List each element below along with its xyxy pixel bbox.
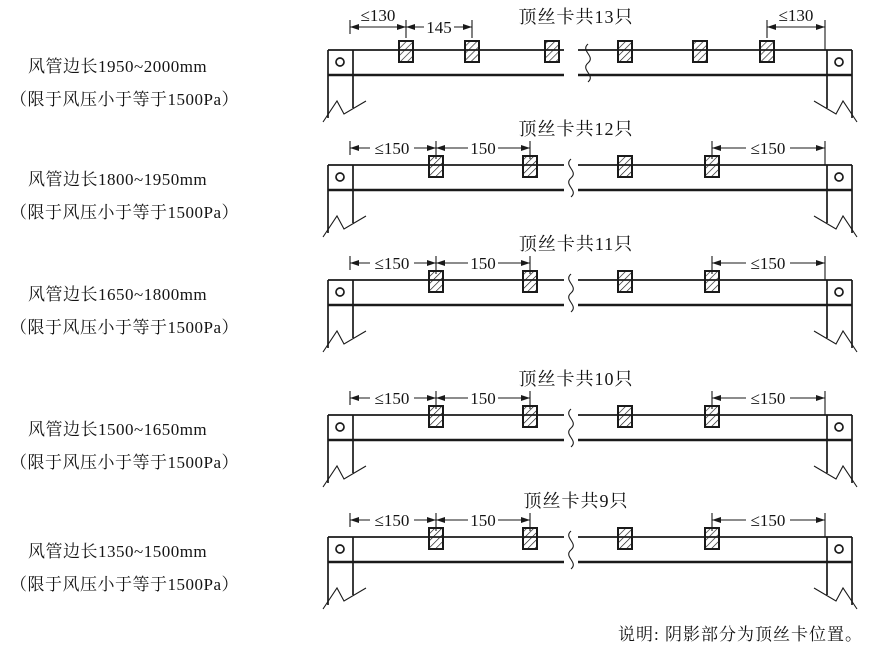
- dim-right-label: ≤130: [778, 6, 814, 25]
- dim-left-label: ≤150: [374, 389, 410, 408]
- duct-flange-left: [323, 50, 366, 122]
- screw-clip-mark: [760, 41, 774, 62]
- screw-clip-mark: [705, 528, 719, 549]
- duct-flange-left: [323, 415, 366, 487]
- dim-left-label: ≤150: [374, 511, 410, 530]
- screw-clip-mark: [523, 271, 537, 292]
- duct-flange-left: [323, 165, 366, 237]
- duct-size-label-1: [10, 50, 310, 116]
- duct-size-text: 风管边长1800~1950mm: [28, 170, 208, 189]
- screw-clip-mark: [705, 271, 719, 292]
- duct-bar: [328, 531, 852, 569]
- dim-spacing-label: 150: [470, 254, 496, 273]
- clip-count-title: 顶丝卡共11只: [518, 234, 634, 254]
- dim-spacing-label: 145: [426, 18, 452, 37]
- clip-count-title: 顶丝卡共10只: [518, 369, 634, 389]
- duct-size-label-3: [10, 278, 310, 344]
- break-mark: [814, 588, 857, 609]
- dim-right-label: ≤150: [750, 139, 786, 158]
- screw-clip-mark: [523, 528, 537, 549]
- pressure-limit-text: （限于风压小于等于1500Pa）: [10, 90, 239, 109]
- break-mark: [814, 466, 857, 487]
- break-symbol: [569, 274, 574, 312]
- duct-flange-right: [814, 165, 857, 237]
- clip-layout-diagram-2: [320, 115, 883, 245]
- clip-layout-diagram-3: [320, 230, 883, 360]
- pressure-limit-text: （限于风压小于等于1500Pa）: [10, 318, 239, 337]
- dim-left-label: ≤150: [374, 254, 410, 273]
- bolt-hole: [336, 288, 344, 296]
- break-mark: [814, 331, 857, 352]
- pressure-limit-text: （限于风压小于等于1500Pa）: [10, 203, 239, 222]
- bolt-hole: [336, 423, 344, 431]
- screw-clip-mark: [429, 156, 443, 177]
- duct-flange-right: [814, 537, 857, 609]
- screw-clip-mark: [545, 41, 559, 62]
- screw-clip-mark: [618, 406, 632, 427]
- screw-clip-mark: [523, 156, 537, 177]
- dimensions: [350, 389, 825, 415]
- bolt-hole: [336, 58, 344, 66]
- screw-clips: [429, 271, 719, 292]
- duct-bar: [328, 274, 852, 312]
- screw-clip-mark: [618, 156, 632, 177]
- duct-flange-left: [323, 280, 366, 352]
- duct-flange-right: [814, 280, 857, 352]
- screw-clip-mark: [693, 41, 707, 62]
- screw-clips: [429, 528, 719, 549]
- clip-layout-diagram-1: [320, 0, 883, 130]
- dim-right-label: ≤150: [750, 389, 786, 408]
- duct-flange-left: [323, 537, 366, 609]
- duct-clip-row-1: [0, 0, 883, 130]
- screw-clips: [429, 406, 719, 427]
- duct-size-text: 风管边长1650~1800mm: [28, 285, 208, 304]
- bolt-hole: [835, 423, 843, 431]
- bolt-hole: [336, 545, 344, 553]
- duct-size-label-4: [10, 413, 310, 479]
- screw-clip-mark: [705, 156, 719, 177]
- break-symbol: [569, 409, 574, 447]
- duct-size-text: 风管边长1950~2000mm: [28, 57, 208, 76]
- duct-flange-right: [814, 415, 857, 487]
- dim-left-label: ≤130: [360, 6, 396, 25]
- legend-note: 说明: 阴影部分为顶丝卡位置。: [618, 625, 863, 644]
- dim-left-label: ≤150: [374, 139, 410, 158]
- duct-clip-row-4: [0, 365, 883, 495]
- dim-right-label: ≤150: [750, 511, 786, 530]
- duct-clip-row-3: [0, 230, 883, 360]
- clip-count-title: 顶丝卡共12只: [518, 119, 634, 139]
- duct-size-text: 风管边长1500~1650mm: [28, 420, 208, 439]
- bolt-hole: [835, 58, 843, 66]
- screw-clips: [429, 156, 719, 177]
- dim-spacing-label: 150: [470, 389, 496, 408]
- clip-layout-diagram-4: [320, 365, 883, 495]
- bolt-hole: [336, 173, 344, 181]
- duct-size-text: 风管边长1350~1500mm: [28, 542, 208, 561]
- dim-right-label: ≤150: [750, 254, 786, 273]
- bolt-hole: [835, 173, 843, 181]
- screw-clip-mark: [618, 528, 632, 549]
- break-symbol: [569, 159, 574, 197]
- duct-bar: [328, 409, 852, 447]
- duct-flange-right: [814, 50, 857, 122]
- clip-count-title: 顶丝卡共9只: [523, 491, 629, 511]
- screw-clip-mark: [429, 271, 443, 292]
- screw-clip-mark: [705, 406, 719, 427]
- bolt-hole: [835, 288, 843, 296]
- clip-layout-diagram-5: [320, 487, 883, 617]
- duct-size-label-2: [10, 163, 310, 229]
- screw-clip-mark: [465, 41, 479, 62]
- break-mark: [323, 466, 366, 487]
- break-symbol: [569, 531, 574, 569]
- dim-spacing-label: 150: [470, 139, 496, 158]
- screw-clip-mark: [429, 406, 443, 427]
- pressure-limit-text: （限于风压小于等于1500Pa）: [10, 575, 239, 594]
- duct-clip-row-5: [0, 487, 883, 617]
- duct-clip-row-2: [0, 115, 883, 245]
- dimensions: [350, 139, 825, 165]
- bolt-hole: [835, 545, 843, 553]
- dimensions: [350, 254, 825, 280]
- dim-spacing-label: 150: [470, 511, 496, 530]
- break-mark: [323, 331, 366, 352]
- screw-clip-mark: [399, 41, 413, 62]
- duct-bar: [328, 159, 852, 197]
- dimensions: [350, 511, 825, 537]
- screw-clip-mark: [523, 406, 537, 427]
- screw-clip-mark: [618, 41, 632, 62]
- clip-count-title: 顶丝卡共13只: [518, 7, 634, 27]
- pressure-limit-text: （限于风压小于等于1500Pa）: [10, 453, 239, 472]
- screw-clip-mark: [618, 271, 632, 292]
- duct-size-label-5: [10, 535, 310, 601]
- screw-clip-mark: [429, 528, 443, 549]
- break-mark: [323, 588, 366, 609]
